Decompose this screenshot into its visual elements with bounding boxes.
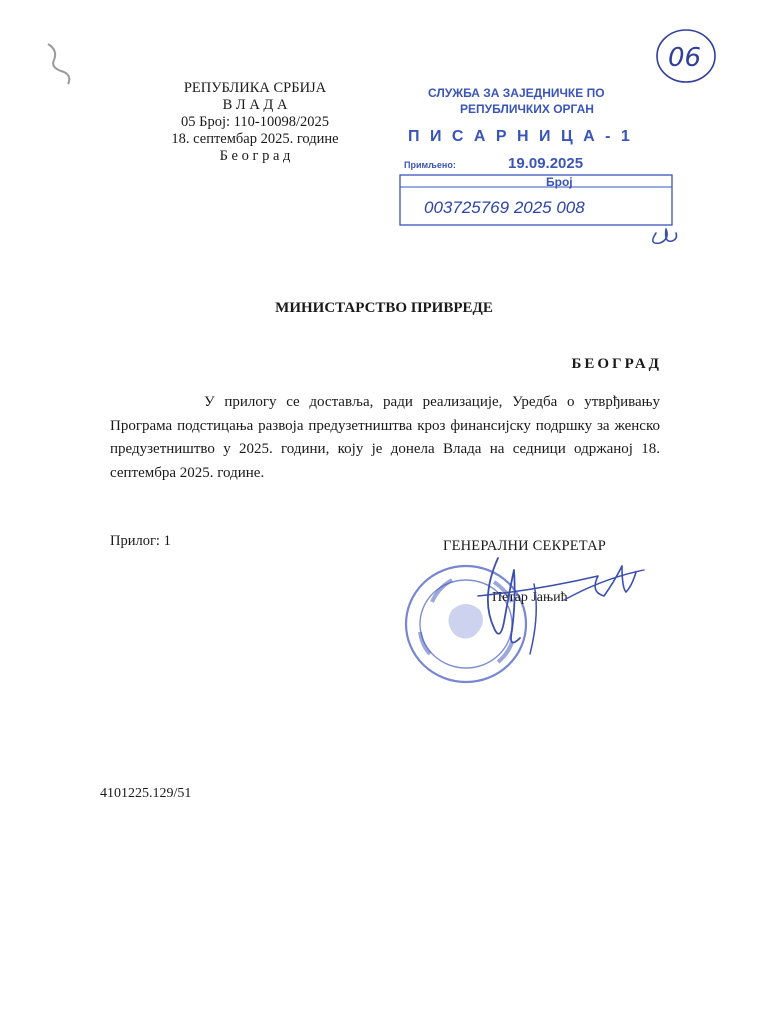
signature-stroke-1	[488, 558, 520, 643]
stamp-initials	[653, 229, 677, 243]
receipt-stamp	[398, 75, 678, 250]
letterhead-date: 18. септембар 2025. године	[171, 131, 339, 147]
stamp-line-3: П И С А Р Н И Ц А - 1	[408, 128, 633, 145]
recipient-city: БЕОГРАД	[571, 356, 662, 372]
letterhead	[140, 80, 370, 165]
signatory-name: Петар Јањић	[492, 590, 568, 605]
stamp-number-value: 003725769 2025 008	[424, 198, 585, 217]
letterhead-number: 05 Број: 110-10098/2025	[181, 114, 329, 130]
attachment-note: Прилог: 1	[110, 533, 171, 549]
stamp-received-date: 19.09.2025	[508, 155, 584, 172]
stamp-line-1: СЛУЖБА ЗА ЗАЈЕДНИЧКЕ ПО	[428, 86, 605, 100]
handwritten-signature	[468, 548, 648, 668]
letterhead-city: Б е о г р а д	[219, 148, 291, 164]
letterhead-country: РЕПУБЛИКА СРБИЈА	[183, 80, 327, 96]
page-mark-number: 06	[668, 43, 702, 73]
signatory-title: ГЕНЕРАЛНИ СЕКРЕТАР	[443, 538, 607, 554]
body-paragraph: У прилогу се доставља, ради реализације, Уредба о утврђивању Програма подстицања развоја предузетништва кроз финансијску подршку за женско предузетништво у 2025. години, коју је донела Влада на седници одржаној 18. септембра 2025. године.	[110, 394, 660, 481]
signature-stroke-2	[478, 566, 636, 596]
stamp-received-label: Примљено:	[404, 160, 456, 170]
page-mark	[652, 24, 720, 88]
letterhead-government: В Л А Д А	[222, 97, 288, 113]
margin-mark	[40, 38, 80, 88]
stamp-number-label: Број	[546, 175, 573, 189]
margin-mark-stroke	[48, 44, 69, 84]
stamp-line-2: РЕПУБЛИЧКИХ ОРГАН	[460, 102, 594, 116]
recipient-ministry: МИНИСТАРСТВО ПРИВРЕДЕ	[275, 300, 493, 316]
document-reference: 4101225.129/51	[100, 786, 192, 801]
signature-stroke-4	[530, 584, 536, 654]
